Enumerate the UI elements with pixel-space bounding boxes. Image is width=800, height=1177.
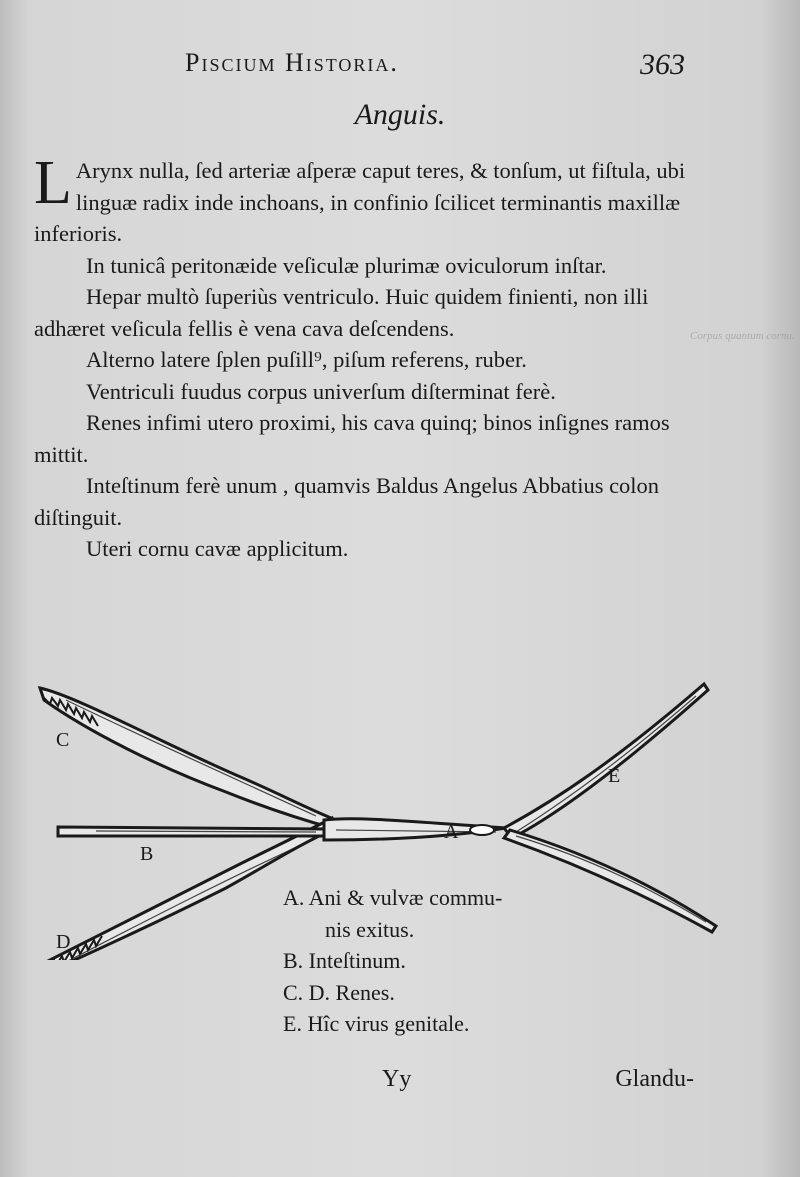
figure-label-a: A: [444, 821, 459, 843]
running-head: [185, 48, 685, 88]
legend-item: C. D. Renes.: [283, 979, 395, 1005]
running-head-title: Piscium Historia.: [185, 48, 399, 77]
paragraph-text: Arynx nulla, ſed arteriæ aſperæ caput teres, & tonſum, ut fiſtula, ubi linguæ radix inde inchoans, in confinio ſcilicet terminantis maxillæ inferioris.: [34, 158, 686, 246]
paragraph: Renes infimi utero proximi, his cava quinq; binos inſignes ramos mittit.: [34, 410, 670, 467]
paragraph: Alterno latere ſplen puſill⁹, piſum referens, ruber.: [86, 347, 527, 372]
page-footer: [0, 1066, 800, 1106]
paragraph: Ventriculi fuudus corpus univerſum diſterminat ferè.: [86, 378, 556, 404]
catchword: Glandu-: [615, 1066, 694, 1092]
drop-cap: L: [34, 149, 72, 217]
paragraph: Inteſtinum ferè unum , quamvis Baldus Angelus Abbatius colon diſtinguit.: [34, 473, 660, 530]
figure-label-d: D: [56, 931, 71, 953]
page-number: 363: [640, 48, 685, 81]
paragraph: [34, 149, 686, 250]
legend-item: E. Hîc virus genitale.: [283, 1011, 470, 1036]
paragraph: Uteri cornu cavæ applicitum.: [86, 536, 349, 561]
figure-legend: [283, 882, 613, 1040]
figure-label-b: B: [140, 843, 154, 865]
legend-item: B. Inteſtinum.: [283, 948, 406, 973]
legend-item: nis exitus.: [325, 916, 415, 942]
legend-item: A. Ani & vulvæ commu-: [283, 885, 503, 910]
orifice-a-shape: [470, 825, 494, 835]
paragraph: In tunicâ peritonæide veſiculæ plurimæ oviculorum inſtar.: [86, 252, 607, 278]
section-title: Anguis.: [354, 98, 446, 131]
signature-mark: Yy: [382, 1066, 412, 1092]
body-text: [34, 149, 686, 565]
paragraph: Hepar multò ſuperiùs ventriculo. Huic quidem finienti, non illi adhæret veſicula fellis è vena cava deſcendens.: [34, 284, 649, 341]
bleed-through-margin-note: Corpus quantum cornu.: [690, 330, 795, 342]
figure-label-c: C: [56, 729, 70, 751]
figure-label-e: E: [608, 765, 621, 787]
organ-e-upper-shape: [504, 684, 708, 838]
